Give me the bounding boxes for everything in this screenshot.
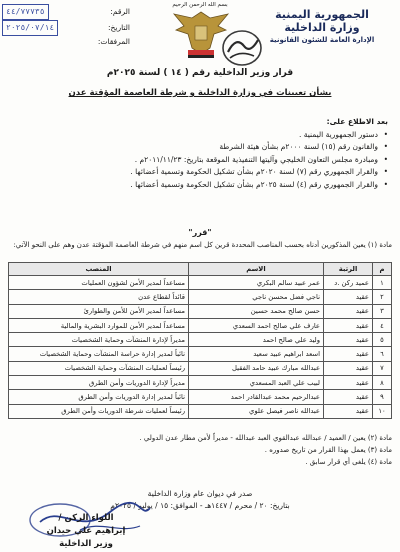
- row-position: رئيساً لعمليات المنشآت وحماية الشخصيات: [9, 361, 189, 375]
- row-rank: عقيد: [324, 333, 373, 347]
- row-position: قائداً لقطاع عدن: [9, 290, 189, 304]
- row-position: مساعداً لمدير الأمن للموارد البشرية والمالية: [9, 318, 189, 332]
- row-rank: عقيد: [324, 304, 373, 318]
- emblem-caption: بسم الله الرحمن الرحيم: [172, 2, 228, 8]
- attachments-row: [2, 36, 130, 48]
- table-row: [9, 347, 392, 361]
- later-articles: [8, 432, 392, 468]
- row-name: وليد علي صالح احمد: [189, 333, 324, 347]
- table-row: [9, 290, 392, 304]
- row-rank: عقيد: [324, 347, 373, 361]
- row-rank: عقيد: [324, 318, 373, 332]
- row-rank: عميد ركن .د: [324, 276, 373, 290]
- recital-item: • والقرار الجمهوري رقم (٤) لسنة ٢٠٢٥م بشأن تشكيل الحكومة وتسمية أعضائها .: [18, 179, 388, 192]
- row-name: عارف علي صالح احمد السعدي: [189, 318, 324, 332]
- row-name: لبيب علي العبد المسعدي: [189, 376, 324, 390]
- row-number: ٩: [373, 390, 392, 404]
- department-name: الإدارة العامة للشئون القانونية: [269, 36, 375, 44]
- table-row: [9, 276, 392, 290]
- decree-title: قرار وزير الداخلية رقم ( ١٤ ) لسنة ٢٠٢٥م: [106, 68, 294, 78]
- row-number: ٨: [373, 376, 392, 390]
- date-label: التاريخ:: [108, 23, 130, 32]
- signatory-name: إبراهيم علي حيدان: [46, 526, 126, 536]
- row-name: اسعد ابراهيم عبيد سعيد: [189, 347, 324, 361]
- recital-item: • دستور الجمهورية اليمنية .: [18, 129, 388, 142]
- table-row: [9, 361, 392, 375]
- table-row: [9, 390, 392, 404]
- row-name: عبدالله ناصر فيصل علوي: [189, 404, 324, 418]
- row-name: عبدالله مبارك عبيد حامد الفقيل: [189, 361, 324, 375]
- row-rank: عقيد: [324, 376, 373, 390]
- row-name: عبدالرحيم محمد عبدالقادر احمد: [189, 390, 324, 404]
- ministry-name: وزارة الداخلية: [284, 21, 360, 34]
- row-rank: عقيد: [324, 361, 373, 375]
- col-header-position: المنصب: [9, 263, 189, 276]
- ministry-header: [252, 8, 392, 47]
- decree-subtitle: بشأن تعيينات في وزارة الداخلية و شرطة العاصمة المؤقتة عدن: [68, 88, 332, 98]
- article-1: مادة (١) يعين المذكورين أدناه بحسب المناصب المحددة قرين كل اسم منهم في شرطة العاصمة المؤقتة عدن وهم على النحو الآتي:: [13, 241, 392, 249]
- issued-place: صدر في ديوان عام وزارة الداخلية: [147, 489, 253, 498]
- row-number: ٢: [373, 290, 392, 304]
- article-3: مادة (٣) يعمل بهذا القرار من تاريخ صدوره .: [264, 446, 392, 454]
- ref-value: ٤٤/٧٧٧٣٥: [2, 4, 49, 20]
- row-position: مساعداً لمدير الأمن لشؤون العمليات: [9, 276, 189, 290]
- decided-heading: "قرر": [188, 228, 212, 237]
- signatory-title: وزير الداخلية: [59, 539, 113, 549]
- ref-row: [2, 4, 130, 20]
- recitals-intro: بعد الاطلاع على:: [326, 117, 388, 126]
- article-2: مادة (٢) يعين / العميد / عبدالله عبدالقوي العبد عبدالله - مديراً لأمن مطار عدن الدولي .: [139, 434, 392, 442]
- row-number: ١: [373, 276, 392, 290]
- row-number: ٥: [373, 333, 392, 347]
- row-position: مساعداً لمدير الأمن للأمن والطوارئ: [9, 304, 189, 318]
- table-row: [9, 376, 392, 390]
- recitals: [18, 116, 388, 191]
- attachments-label: المرفقات:: [97, 37, 130, 46]
- row-rank: عقيد: [324, 404, 373, 418]
- row-position: رئيساً لعمليات شرطة الدوريات وأمن الطرق: [9, 404, 189, 418]
- row-name: ناجي فضل محسن ناجي: [189, 290, 324, 304]
- date-row: [2, 20, 130, 36]
- table-row: [9, 404, 392, 418]
- row-number: ١٠: [373, 404, 392, 418]
- col-header-rank: الرتبة: [324, 263, 373, 276]
- col-header-number: م: [373, 263, 392, 276]
- reference-block: [2, 4, 130, 48]
- col-header-name: الاسم: [189, 263, 324, 276]
- row-position: مديراً لإدارة المنشآت وحماية الشخصيات: [9, 333, 189, 347]
- republic-name: الجمهورية اليمنية: [275, 8, 369, 21]
- table-header-row: [9, 263, 392, 276]
- recital-item: • ومبادرة مجلس التعاون الخليجي وآليتها التنفيذية الموقعة بتاريخ: ٢٠١١/١١/٢٣م .: [18, 154, 388, 167]
- row-number: ٣: [373, 304, 392, 318]
- table-row: [9, 333, 392, 347]
- row-number: ٤: [373, 318, 392, 332]
- official-seal-icon: [220, 28, 264, 68]
- recital-item: • والقانون رقم (١٥) لسنة ٢٠٠٠م بشأن هيئة الشرطة: [18, 141, 388, 154]
- table-row: [9, 318, 392, 332]
- signatory-rank: اللواء الركن /: [58, 513, 114, 523]
- issued-date: بتاريخ: ٢٠ / محرم / ١٤٤٧هـ - الموافق: ١٥ / يوليو / ٢٠٢٥م: [110, 501, 290, 510]
- row-name: عمر عبيد سالم البكري: [189, 276, 324, 290]
- row-name: حسن صالح محمد حسين: [189, 304, 324, 318]
- row-rank: عقيد: [324, 290, 373, 304]
- recital-item: • والقرار الجمهوري رقم (٧) لسنة ٢٠٢٠م بشأن تشكيل الحكومة وتسمية أعضائها .: [18, 166, 388, 179]
- row-rank: عقيد: [324, 390, 373, 404]
- article-4: مادة (٤) يلغى أي قرار سابق .: [305, 458, 392, 466]
- row-number: ٧: [373, 361, 392, 375]
- signature-block: [6, 512, 166, 551]
- date-value: ٢٠٢٥/٠٧/١٤: [2, 20, 58, 36]
- row-number: ٦: [373, 347, 392, 361]
- row-position: مديراً لإدارة الدوريات وأمن الطرق: [9, 376, 189, 390]
- row-position: نائباً لمدير إدارة الدوريات وأمن الطرق: [9, 390, 189, 404]
- ref-label: الرقم:: [110, 7, 130, 16]
- appointments-table: [8, 262, 392, 419]
- table-row: [9, 304, 392, 318]
- row-position: نائباً لمدير إدارة حراسة المنشآت وحماية الشخصيات: [9, 347, 189, 361]
